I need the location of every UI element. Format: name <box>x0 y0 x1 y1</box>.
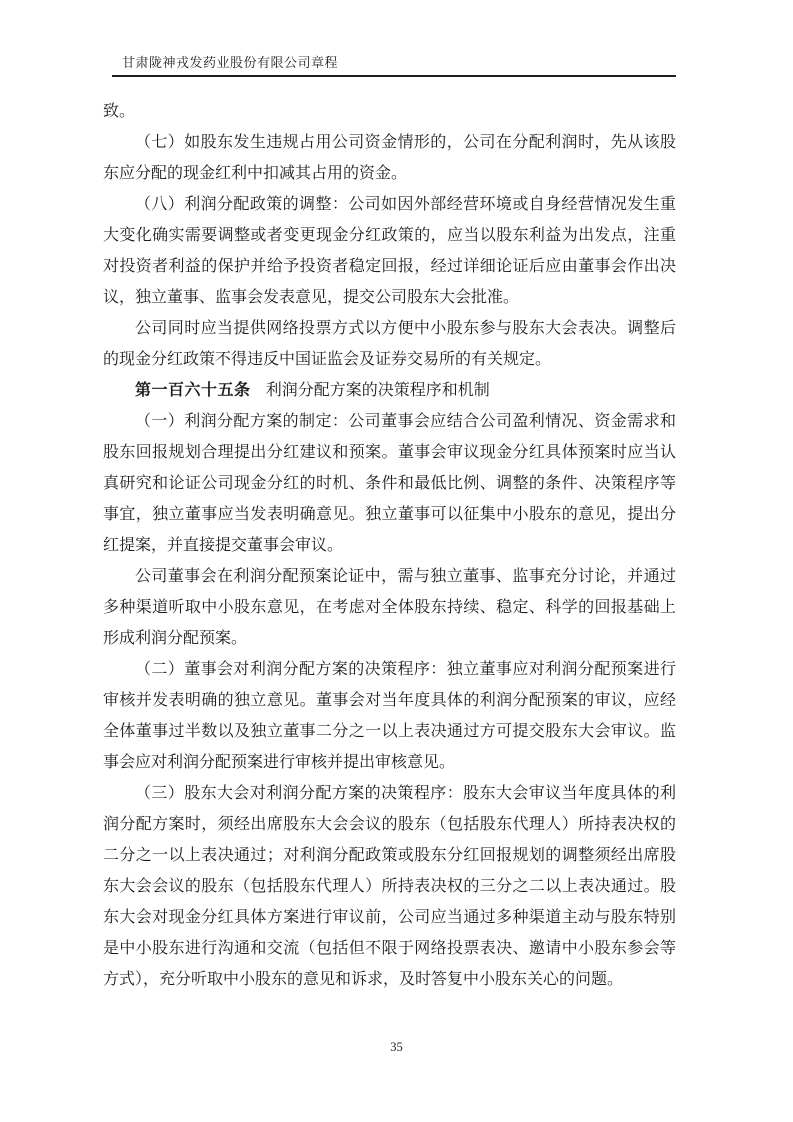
page-footer <box>0 1040 793 1055</box>
paragraph: （三）股东大会对利润分配方案的决策程序：股东大会审议当年度具体的利润分配方案时，须经出席股东大会会议的股东（包括股东代理人）所持表决权的二分之一以上表决通过；对利润分配政策或股东分红回报规划的调整须经出席股东大会会议的股东（包括股东代理人）所持表决权的三分之二以上表决通过。股东大会对现金分红具体方案进行审议前，公司应当通过多种渠道主动与股东特别是中小股东进行沟通和交流（包括但不限于网络投票表决、邀请中小股东参会等方式），充分听取中小股东的意见和诉求，及时答复中小股东关心的问题。 <box>103 785 676 988</box>
page-number: 35 <box>390 1040 403 1054</box>
paragraph: （七）如股东发生违规占用公司资金情形的，公司在分配利润时，先从该股东应分配的现金红利中扣减其占用的资金。 <box>103 134 676 182</box>
paragraph: 公司董事会在利润分配预案论证中，需与独立董事、监事充分讨论，并通过多种渠道听取中小股东意见，在考虑对全体股东持续、稳定、科学的回报基础上形成利润分配预案。 <box>103 568 676 647</box>
paragraph: 致。 <box>103 103 136 120</box>
paragraph: （一）利润分配方案的制定：公司董事会应结合公司盈利情况、资金需求和股东回报规划合理提出分红建议和预案。董事会审议现金分红具体预案时应当认真研究和论证公司现金分红的时机、条件和最低比例、调整的条件、决策程序等事宜，独立董事应当发表明确意见。独立董事可以征集中小股东的意见，提出分红提案，并直接提交董事会审议。 <box>103 413 676 554</box>
paragraph: （二）董事会对利润分配方案的决策程序：独立董事应对利润分配预案进行审核并发表明确的独立意见。董事会对当年度具体的利润分配预案的审议，应经全体董事过半数以及独立董事二分之一以上表决通过方可提交股东大会审议。监事会应对利润分配预案进行审核并提出审核意见。 <box>103 661 676 771</box>
article-number: 第一百六十五条 <box>135 382 251 399</box>
article-title: 利润分配方案的决策程序和机制 <box>265 382 490 399</box>
document-body <box>103 96 676 995</box>
header-title: 甘肃陇神戎发药业股份有限公司章程 <box>122 55 339 70</box>
page-header <box>112 52 676 77</box>
paragraph: 公司同时应当提供网络投票方式以方便中小股东参与股东大会表决。调整后的现金分红政策不得违反中国证监会及证券交易所的有关规定。 <box>103 320 676 368</box>
paragraph: （八）利润分配政策的调整：公司如因外部经营环境或自身经营情况发生重大变化确实需要调整或者变更现金分红政策的，应当以股东利益为出发点，注重对投资者利益的保护并给予投资者稳定回报，经过详细论证后应由董事会作出决议，独立董事、监事会发表意见，提交公司股东大会批准。 <box>103 196 676 306</box>
article-heading <box>103 375 676 406</box>
